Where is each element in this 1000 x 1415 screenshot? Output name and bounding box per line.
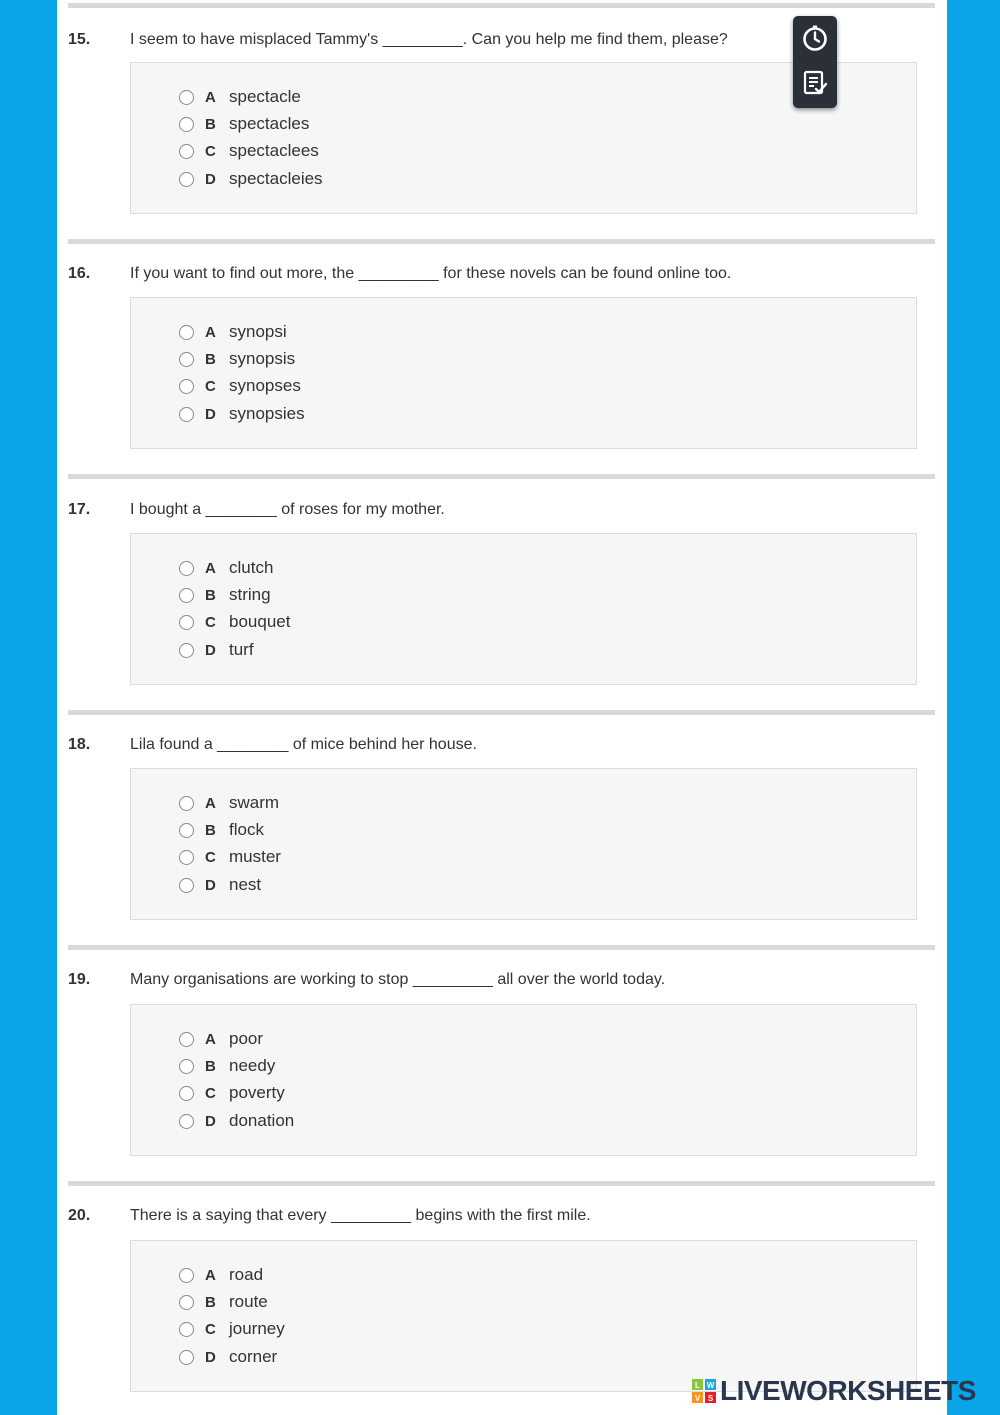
option-letter: C — [205, 1320, 216, 1338]
brand-name: LIVEWORKSHEETS — [720, 1375, 976, 1406]
option-letter: A — [205, 1266, 216, 1284]
option-letter: B — [205, 1057, 216, 1075]
svg-text:L: L — [695, 1381, 700, 1390]
option-letter: B — [205, 350, 216, 368]
question-number: 16. — [68, 265, 91, 282]
option-label: spectacles — [229, 114, 310, 133]
option-a[interactable] — [179, 1029, 263, 1049]
option-letter: C — [205, 1084, 216, 1102]
option-a[interactable] — [179, 1265, 263, 1285]
option-a[interactable] — [179, 558, 273, 578]
option-b[interactable] — [179, 585, 271, 605]
option-label: synopsis — [229, 349, 296, 368]
option-label: swarm — [229, 793, 280, 812]
option-d[interactable] — [179, 404, 305, 424]
radio-button[interactable] — [179, 823, 194, 838]
option-a[interactable] — [179, 322, 287, 342]
radio-button[interactable] — [179, 878, 194, 893]
radio-button[interactable] — [179, 352, 194, 367]
question-number: 15. — [68, 31, 91, 48]
option-label: spectacle — [229, 87, 301, 106]
divider — [68, 239, 935, 244]
option-a[interactable] — [179, 793, 279, 813]
option-letter: A — [205, 1030, 216, 1048]
option-label: spectacleies — [229, 169, 323, 188]
option-label: synopsi — [229, 322, 287, 341]
right-blue-border — [947, 0, 1000, 1415]
option-d[interactable] — [179, 1111, 294, 1131]
radio-button[interactable] — [179, 90, 194, 105]
radio-button[interactable] — [179, 144, 194, 159]
option-b[interactable] — [179, 349, 295, 369]
option-label: road — [229, 1265, 264, 1284]
radio-button[interactable] — [179, 379, 194, 394]
option-label: turf — [229, 640, 254, 659]
liveworksheets-logo — [692, 1375, 976, 1407]
option-label: donation — [229, 1111, 295, 1130]
divider — [68, 710, 935, 715]
question-number: 19. — [68, 971, 91, 988]
option-letter: D — [205, 405, 216, 423]
radio-button[interactable] — [179, 643, 194, 658]
radio-button[interactable] — [179, 172, 194, 187]
divider — [68, 3, 935, 8]
question-text: Many organisations are working to stop _________ all over the world today. — [130, 971, 666, 988]
option-c[interactable] — [179, 612, 290, 632]
option-letter: C — [205, 142, 216, 160]
option-letter: B — [205, 821, 216, 839]
radio-button[interactable] — [179, 1268, 194, 1283]
checklist-icon[interactable] — [800, 68, 830, 98]
option-c[interactable] — [179, 1083, 285, 1103]
question-text: I bought a ________ of roses for my mother. — [130, 501, 445, 518]
option-letter: C — [205, 377, 216, 395]
option-b[interactable] — [179, 820, 264, 840]
option-label: route — [229, 1292, 268, 1311]
radio-button[interactable] — [179, 615, 194, 630]
option-letter: D — [205, 876, 216, 894]
option-c[interactable] — [179, 1319, 285, 1339]
option-letter: C — [205, 848, 216, 866]
logo-grid-icon — [692, 1379, 716, 1403]
svg-text:S: S — [707, 1394, 714, 1403]
timer-icon[interactable] — [800, 23, 830, 53]
option-d[interactable] — [179, 1347, 277, 1367]
option-letter: A — [205, 323, 216, 341]
option-b[interactable] — [179, 114, 309, 134]
option-letter: B — [205, 586, 216, 604]
option-label: muster — [229, 847, 281, 866]
radio-button[interactable] — [179, 1086, 194, 1101]
radio-button[interactable] — [179, 117, 194, 132]
radio-button[interactable] — [179, 850, 194, 865]
svg-text:W: W — [706, 1381, 715, 1390]
floating-toolbar — [793, 16, 837, 108]
options-box — [130, 768, 917, 920]
options-box — [130, 1004, 917, 1156]
option-label: synopsies — [229, 404, 305, 423]
radio-button[interactable] — [179, 561, 194, 576]
option-d[interactable] — [179, 640, 254, 660]
option-label: corner — [229, 1347, 278, 1366]
question-text: If you want to find out more, the _________ for these novels can be found online too. — [130, 265, 732, 282]
option-label: bouquet — [229, 612, 291, 631]
option-letter: D — [205, 170, 216, 188]
option-label: clutch — [229, 558, 274, 577]
option-label: string — [229, 585, 271, 604]
question-text: I seem to have misplaced Tammy's _________. Can you help me find them, please? — [130, 31, 728, 48]
radio-button[interactable] — [179, 325, 194, 340]
divider — [68, 474, 935, 479]
option-label: poor — [229, 1029, 264, 1048]
option-label: needy — [229, 1056, 276, 1075]
option-letter: B — [205, 1293, 216, 1311]
option-c[interactable] — [179, 376, 301, 396]
question-number: 18. — [68, 736, 91, 753]
option-a[interactable] — [179, 87, 301, 107]
option-letter: A — [205, 794, 216, 812]
radio-button[interactable] — [179, 1350, 194, 1365]
option-b[interactable] — [179, 1056, 275, 1076]
radio-button[interactable] — [179, 1322, 194, 1337]
option-d[interactable] — [179, 875, 261, 895]
radio-button[interactable] — [179, 1114, 194, 1129]
options-box — [130, 1240, 917, 1392]
radio-button[interactable] — [179, 1295, 194, 1310]
radio-button[interactable] — [179, 588, 194, 603]
svg-text:V: V — [694, 1394, 701, 1403]
option-label: nest — [229, 875, 262, 894]
option-label: poverty — [229, 1083, 285, 1102]
option-b[interactable] — [179, 1292, 268, 1312]
option-label: journey — [229, 1319, 285, 1338]
option-letter: D — [205, 1112, 216, 1130]
option-c[interactable] — [179, 141, 319, 161]
left-blue-border — [0, 0, 57, 1415]
radio-button[interactable] — [179, 1032, 194, 1047]
radio-button[interactable] — [179, 796, 194, 811]
question-text: Lila found a ________ of mice behind her house. — [130, 736, 477, 753]
option-c[interactable] — [179, 847, 281, 867]
divider — [68, 1181, 935, 1186]
option-label: spectaclees — [229, 141, 319, 160]
radio-button[interactable] — [179, 1059, 194, 1074]
radio-button[interactable] — [179, 407, 194, 422]
option-letter: C — [205, 613, 216, 631]
divider — [68, 945, 935, 950]
option-d[interactable] — [179, 169, 323, 189]
question-text: There is a saying that every _________ begins with the first mile. — [130, 1207, 591, 1224]
option-letter: D — [205, 1348, 216, 1366]
options-box — [130, 297, 917, 449]
option-letter: A — [205, 88, 216, 106]
option-label: synopses — [229, 376, 301, 395]
option-label: flock — [229, 820, 264, 839]
option-letter: B — [205, 115, 216, 133]
question-number: 17. — [68, 501, 91, 518]
options-box — [130, 533, 917, 685]
question-number: 20. — [68, 1207, 91, 1224]
option-letter: A — [205, 559, 216, 577]
option-letter: D — [205, 641, 216, 659]
